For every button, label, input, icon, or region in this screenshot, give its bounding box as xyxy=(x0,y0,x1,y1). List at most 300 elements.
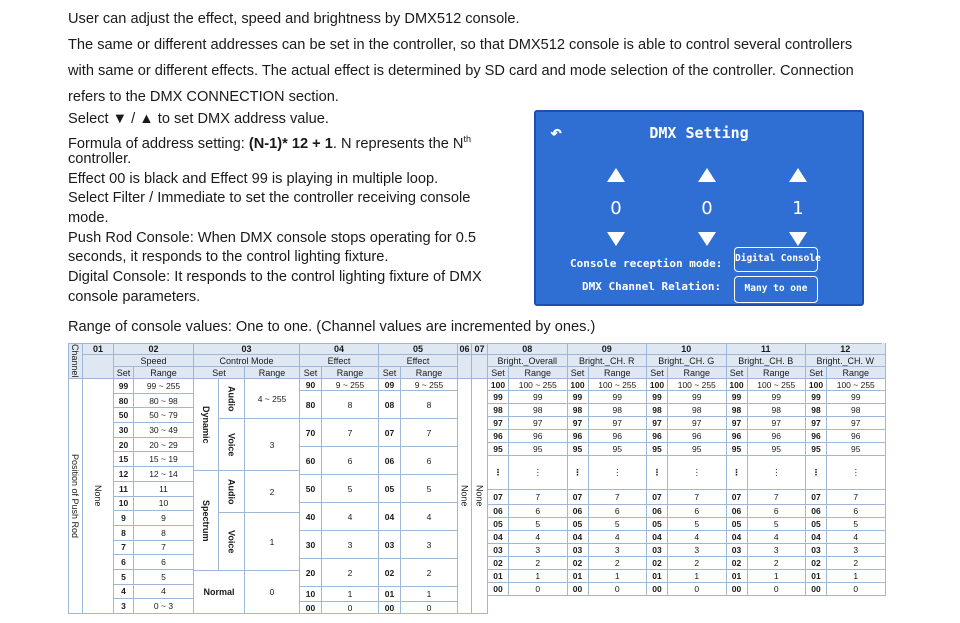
channel-02: 02 xyxy=(114,343,194,355)
bright-range: 0 xyxy=(589,583,648,596)
bright-set: 100 xyxy=(488,379,509,391)
bright-set: 98 xyxy=(647,404,668,417)
bright-range: ⋮ xyxy=(827,456,886,490)
bright-range: 4 xyxy=(589,531,648,544)
bright-range: 4 xyxy=(827,531,886,544)
bright-range: 2 xyxy=(668,557,727,570)
voice-label: Voice xyxy=(219,513,245,571)
effect-set: 70 xyxy=(300,419,322,447)
effect5-range: 7 xyxy=(401,419,458,447)
bright-set: 00 xyxy=(647,583,668,596)
effect5-set: 06 xyxy=(379,447,401,475)
ch07-header xyxy=(472,355,488,379)
intro-line-3: with same or different effects. The actual effect is determined by SD card and mode selection of the controller. Connection xyxy=(68,63,854,79)
bright-range: 100 ~ 255 xyxy=(668,379,727,391)
bright-set: 02 xyxy=(488,557,509,570)
effect5-range: 8 xyxy=(401,391,458,419)
bright-range: 100 ~ 255 xyxy=(509,379,568,391)
bright-set: ⋮ xyxy=(647,456,668,490)
bright-set: 97 xyxy=(488,417,509,430)
speed-set: 10 xyxy=(114,497,134,512)
bright-set: 06 xyxy=(806,505,827,518)
speed-range: 7 xyxy=(134,541,194,556)
bright-set: 95 xyxy=(806,443,827,456)
bright-set: ⋮ xyxy=(488,456,509,490)
bright-set: 98 xyxy=(806,404,827,417)
intro-line-2: The same or different addresses can be set in the controller, so that DMX512 console is able to control several controllers xyxy=(68,37,853,53)
bright-set: 06 xyxy=(568,505,589,518)
down-triangle-icon: ▼ xyxy=(112,111,128,127)
bright-set: 96 xyxy=(727,430,748,443)
normal-label: Normal xyxy=(194,571,245,614)
dynamic-label: Dynamic xyxy=(194,379,219,471)
effect-range: 4 xyxy=(322,503,379,531)
bright-set: 05 xyxy=(488,518,509,531)
bright-range: ⋮ xyxy=(509,456,568,490)
console-value-table xyxy=(68,343,882,614)
bright-range: 2 xyxy=(827,557,886,570)
effect5-set: 05 xyxy=(379,475,401,503)
audio-range: 4 ~ 255 xyxy=(245,379,300,419)
effect-header: Effect xyxy=(379,355,458,367)
speed-set: 3 xyxy=(114,599,134,614)
bright-set: 01 xyxy=(727,570,748,583)
effect5-set: 03 xyxy=(379,531,401,559)
bright-range: 6 xyxy=(668,505,727,518)
bright-set: 98 xyxy=(727,404,748,417)
bright-set: 98 xyxy=(488,404,509,417)
bright-range: 6 xyxy=(748,505,807,518)
effect-header: Effect xyxy=(300,355,379,367)
speed-set: 8 xyxy=(114,526,134,541)
effect5-range: 0 xyxy=(401,602,458,614)
bright-range: 1 xyxy=(589,570,648,583)
bright-range: 99 xyxy=(668,391,727,404)
bright-12-set-header: Set xyxy=(806,367,827,379)
bright-range: 7 xyxy=(589,490,648,505)
channel-01: 01 xyxy=(83,343,114,355)
bright-range: 2 xyxy=(509,557,568,570)
effect-line: Effect 00 is black and Effect 99 is playing in multiple loop. xyxy=(68,171,439,187)
formula-line-2: controller. xyxy=(68,151,132,167)
bright-set: 07 xyxy=(647,490,668,505)
bright-range: 4 xyxy=(668,531,727,544)
ch06-header xyxy=(458,355,472,379)
bright-set: 03 xyxy=(727,544,748,557)
effect5-set: 07 xyxy=(379,419,401,447)
bright-range: ⋮ xyxy=(748,456,807,490)
speed-set: 20 xyxy=(114,438,134,453)
bright-range: 99 xyxy=(509,391,568,404)
effect5-range: 3 xyxy=(401,531,458,559)
channel-8: 08 xyxy=(488,343,568,355)
audio-label: Audio xyxy=(219,379,245,419)
bright-set: 03 xyxy=(647,544,668,557)
bright-range: 0 xyxy=(668,583,727,596)
effect4-range-header: Range xyxy=(322,367,379,379)
speed-range: 30 ~ 49 xyxy=(134,423,194,438)
speed-set: 4 xyxy=(114,585,134,600)
bright-range: 98 xyxy=(589,404,648,417)
bright-10-range-header: Range xyxy=(668,367,727,379)
bright-set: ⋮ xyxy=(806,456,827,490)
speed-set: 50 xyxy=(114,408,134,423)
effect5-set: 01 xyxy=(379,587,401,602)
bright-range: 95 xyxy=(827,443,886,456)
bright-set: 95 xyxy=(488,443,509,456)
bright-range: 3 xyxy=(748,544,807,557)
effect-set: 90 xyxy=(300,379,322,391)
speed-range: 11 xyxy=(134,482,194,497)
bright-range: 95 xyxy=(509,443,568,456)
bright-range: 7 xyxy=(827,490,886,505)
speed-range: 80 ~ 98 xyxy=(134,394,194,409)
effect-set: 80 xyxy=(300,391,322,419)
address-digit-3: 1 xyxy=(792,198,804,219)
bright-range: 97 xyxy=(748,417,807,430)
bright-set: 02 xyxy=(568,557,589,570)
effect-set: 30 xyxy=(300,531,322,559)
brightness-header: Bright._CH. B xyxy=(727,355,807,367)
effect5-range: 5 xyxy=(401,475,458,503)
audio-label: Audio xyxy=(219,471,245,513)
bright-range: 2 xyxy=(748,557,807,570)
control-set-header: Set xyxy=(194,367,245,379)
bright-range: 5 xyxy=(668,518,727,531)
bright-set: 03 xyxy=(568,544,589,557)
effect5-set-header: Set xyxy=(379,367,401,379)
brightness-header: Bright._CH. W xyxy=(806,355,886,367)
bright-9-range-header: Range xyxy=(589,367,648,379)
bright-set: 100 xyxy=(727,379,748,391)
effect5-range-header: Range xyxy=(401,367,458,379)
address-digit-2: 0 xyxy=(701,198,713,219)
bright-range: 5 xyxy=(748,518,807,531)
channel-10: 10 xyxy=(647,343,727,355)
effect5-set: 04 xyxy=(379,503,401,531)
digit-1-down-icon[interactable] xyxy=(607,232,625,246)
bright-range: 100 ~ 255 xyxy=(589,379,648,391)
effect-set: 50 xyxy=(300,475,322,503)
bright-range: 7 xyxy=(748,490,807,505)
select-instruction: Select ▼ / ▲ to set DMX address value. xyxy=(68,111,329,127)
bright-set: 03 xyxy=(806,544,827,557)
bright-set: 03 xyxy=(488,544,509,557)
normal-set: 0 xyxy=(245,571,300,614)
bright-range: 99 xyxy=(827,391,886,404)
bright-set: 02 xyxy=(647,557,668,570)
voice-set: 3 xyxy=(245,419,300,471)
bright-range: 4 xyxy=(509,531,568,544)
digit-3-down-icon[interactable] xyxy=(789,232,807,246)
bright-set: 97 xyxy=(647,417,668,430)
effect-set: 60 xyxy=(300,447,322,475)
effect5-range: 6 xyxy=(401,447,458,475)
none-label: None xyxy=(472,379,488,614)
bright-range: 1 xyxy=(509,570,568,583)
digit-3-up-icon[interactable] xyxy=(789,168,807,182)
bright-range: 3 xyxy=(827,544,886,557)
bright-set: 05 xyxy=(647,518,668,531)
bright-set: 96 xyxy=(488,430,509,443)
bright-set: 95 xyxy=(647,443,668,456)
speed-set: 7 xyxy=(114,541,134,556)
dmx-setting-panel xyxy=(534,110,864,306)
brightness-header: Bright._CH. G xyxy=(647,355,727,367)
bright-range: 98 xyxy=(748,404,807,417)
bright-set: ⋮ xyxy=(727,456,748,490)
reception-mode-button[interactable]: Digital Console xyxy=(734,247,818,272)
channel-06: 06 xyxy=(458,343,472,355)
bright-range: 97 xyxy=(509,417,568,430)
up-triangle-icon: ▲ xyxy=(139,111,154,127)
effect5-set: 09 xyxy=(379,379,401,391)
bright-set: 100 xyxy=(568,379,589,391)
bright-range: 7 xyxy=(668,490,727,505)
speed-range: 4 xyxy=(134,585,194,600)
channel-04: 04 xyxy=(300,343,379,355)
bright-set: ⋮ xyxy=(568,456,589,490)
bright-set: 98 xyxy=(568,404,589,417)
bright-11-range-header: Range xyxy=(748,367,807,379)
bright-set: 04 xyxy=(568,531,589,544)
bright-range: 0 xyxy=(509,583,568,596)
speed-range: 0 ~ 3 xyxy=(134,599,194,614)
effect-range: 3 xyxy=(322,531,379,559)
bright-range: 5 xyxy=(827,518,886,531)
speed-range: 8 xyxy=(134,526,194,541)
bright-set: 02 xyxy=(806,557,827,570)
bright-range: 97 xyxy=(589,417,648,430)
bright-set: 97 xyxy=(568,417,589,430)
speed-range: 6 xyxy=(134,555,194,570)
range-line: Range of console values: One to one. (Channel values are incremented by ones.) xyxy=(68,319,596,335)
bright-range: 0 xyxy=(748,583,807,596)
none-label: None xyxy=(83,379,114,614)
bright-set: 01 xyxy=(568,570,589,583)
filter-line-1: Select Filter / Immediate to set the controller receiving console xyxy=(68,190,471,206)
channel-relation-label: DMX Channel Relation: xyxy=(582,280,722,293)
bright-range: 95 xyxy=(748,443,807,456)
channel-11: 11 xyxy=(727,343,807,355)
channel-03: 03 xyxy=(194,343,300,355)
reception-mode-label: Console reception mode: xyxy=(570,257,723,270)
bright-set: 07 xyxy=(727,490,748,505)
effect4-set-header: Set xyxy=(300,367,322,379)
speed-header: Speed xyxy=(114,355,194,367)
effect5-range: 4 xyxy=(401,503,458,531)
bright-range: 6 xyxy=(509,505,568,518)
bright-set: 99 xyxy=(727,391,748,404)
pushrod-line-1: Push Rod Console: When DMX console stops operating for 0.5 xyxy=(68,230,477,246)
effect-range: 7 xyxy=(322,419,379,447)
audio-set: 2 xyxy=(245,471,300,513)
speed-set: 15 xyxy=(114,452,134,467)
bright-set: 99 xyxy=(647,391,668,404)
intro-line-1: User can adjust the effect, speed and brightness by DMX512 console. xyxy=(68,11,520,27)
speed-set: 80 xyxy=(114,394,134,409)
brightness-header: Bright._CH. R xyxy=(568,355,648,367)
bright-set: 06 xyxy=(727,505,748,518)
channel-label: Channel xyxy=(68,343,83,379)
digital-line-2: console parameters. xyxy=(68,289,201,305)
bright-range: 5 xyxy=(589,518,648,531)
bright-range: ⋮ xyxy=(589,456,648,490)
effect-range: 0 xyxy=(322,602,379,614)
bright-range: 96 xyxy=(668,430,727,443)
bright-set: 06 xyxy=(647,505,668,518)
bright-set: 96 xyxy=(647,430,668,443)
speed-range: 99 ~ 255 xyxy=(134,379,194,394)
bright-set: 06 xyxy=(488,505,509,518)
position-label: Position of Push Rod xyxy=(68,379,83,614)
bright-range: 96 xyxy=(827,430,886,443)
speed-set: 11 xyxy=(114,482,134,497)
bright-set: 95 xyxy=(568,443,589,456)
bright-range: 5 xyxy=(509,518,568,531)
effect5-range: 2 xyxy=(401,559,458,587)
panel-title: DMX Setting xyxy=(649,124,749,142)
bright-range: ⋮ xyxy=(668,456,727,490)
effect-range: 9 ~ 255 xyxy=(322,379,379,391)
speed-range: 5 xyxy=(134,570,194,585)
formula-line: Formula of address setting: (N-1)* 12 + 1. N represents the $N^{th}$ xyxy=(68,134,471,152)
bright-set: 04 xyxy=(488,531,509,544)
ch01-header xyxy=(83,355,114,379)
channel-9: 09 xyxy=(568,343,648,355)
speed-set: 9 xyxy=(114,511,134,526)
digit-2-down-icon[interactable] xyxy=(698,232,716,246)
bright-range: 96 xyxy=(748,430,807,443)
bright-set: 96 xyxy=(806,430,827,443)
control-range-header: Range xyxy=(245,367,300,379)
speed-range: 15 ~ 19 xyxy=(134,452,194,467)
back-icon[interactable]: ↶ xyxy=(550,120,563,144)
brightness-header: Bright._Overall xyxy=(488,355,568,367)
bright-range: 1 xyxy=(668,570,727,583)
speed-range: 20 ~ 29 xyxy=(134,438,194,453)
bright-8-set-header: Set xyxy=(488,367,509,379)
bright-set: 01 xyxy=(806,570,827,583)
channel-07: 07 xyxy=(472,343,488,355)
bright-set: 99 xyxy=(806,391,827,404)
bright-range: 3 xyxy=(509,544,568,557)
effect5-range: 9 ~ 255 xyxy=(401,379,458,391)
bright-set: 00 xyxy=(488,583,509,596)
control-mode-header: Control Mode xyxy=(194,355,300,367)
bright-range: 97 xyxy=(668,417,727,430)
bright-set: 04 xyxy=(647,531,668,544)
bright-12-range-header: Range xyxy=(827,367,886,379)
effect-range: 1 xyxy=(322,587,379,602)
bright-set: 05 xyxy=(806,518,827,531)
none-label: None xyxy=(458,379,472,614)
channel-12: 12 xyxy=(806,343,886,355)
effect-set: 10 xyxy=(300,587,322,602)
bright-set: 99 xyxy=(568,391,589,404)
bright-set: 00 xyxy=(806,583,827,596)
effect5-set: 08 xyxy=(379,391,401,419)
bright-set: 97 xyxy=(806,417,827,430)
bright-set: 07 xyxy=(568,490,589,505)
bright-range: 95 xyxy=(589,443,648,456)
bright-set: 97 xyxy=(727,417,748,430)
bright-11-set-header: Set xyxy=(727,367,748,379)
effect-range: 5 xyxy=(322,475,379,503)
bright-set: 99 xyxy=(488,391,509,404)
bright-range: 98 xyxy=(827,404,886,417)
effect-set: 40 xyxy=(300,503,322,531)
bright-range: 6 xyxy=(827,505,886,518)
effect-range: 8 xyxy=(322,391,379,419)
channel-05: 05 xyxy=(379,343,458,355)
effect-set: 00 xyxy=(300,602,322,614)
bright-9-set-header: Set xyxy=(568,367,589,379)
bright-range: 98 xyxy=(509,404,568,417)
bright-set: 05 xyxy=(568,518,589,531)
bright-10-set-header: Set xyxy=(647,367,668,379)
speed-set-header: Set xyxy=(114,367,134,379)
speed-range-header: Range xyxy=(134,367,194,379)
speed-set: 6 xyxy=(114,555,134,570)
bright-range: 4 xyxy=(748,531,807,544)
bright-range: 0 xyxy=(827,583,886,596)
bright-range: 97 xyxy=(827,417,886,430)
speed-set: 12 xyxy=(114,467,134,482)
speed-set: 5 xyxy=(114,570,134,585)
effect-range: 2 xyxy=(322,559,379,587)
speed-range: 9 xyxy=(134,511,194,526)
bright-range: 1 xyxy=(748,570,807,583)
bright-range: 2 xyxy=(589,557,648,570)
effect5-set: 00 xyxy=(379,602,401,614)
bright-range: 3 xyxy=(668,544,727,557)
bright-range: 99 xyxy=(589,391,648,404)
address-digit-1: 0 xyxy=(610,198,622,219)
digital-line-1: Digital Console: It responds to the control lighting fixture of DMX xyxy=(68,269,482,285)
bright-set: 100 xyxy=(806,379,827,391)
digit-1-up-icon[interactable] xyxy=(607,168,625,182)
bright-set: 01 xyxy=(488,570,509,583)
effect-range: 6 xyxy=(322,447,379,475)
bright-range: 96 xyxy=(589,430,648,443)
bright-range: 95 xyxy=(668,443,727,456)
bright-set: 00 xyxy=(568,583,589,596)
bright-set: 00 xyxy=(727,583,748,596)
bright-8-range-header: Range xyxy=(509,367,568,379)
bright-range: 1 xyxy=(827,570,886,583)
speed-range: 50 ~ 79 xyxy=(134,408,194,423)
bright-set: 02 xyxy=(727,557,748,570)
digit-2-up-icon[interactable] xyxy=(698,168,716,182)
intro-line-4: refers to the DMX CONNECTION section. xyxy=(68,89,339,105)
bright-set: 04 xyxy=(806,531,827,544)
channel-relation-button[interactable]: Many to one xyxy=(734,276,818,303)
bright-set: 07 xyxy=(488,490,509,505)
bright-set: 01 xyxy=(647,570,668,583)
speed-set: 99 xyxy=(114,379,134,394)
bright-set: 96 xyxy=(568,430,589,443)
voice-set: 1 xyxy=(245,513,300,571)
bright-range: 3 xyxy=(589,544,648,557)
bright-set: 05 xyxy=(727,518,748,531)
bright-range: 7 xyxy=(509,490,568,505)
speed-set: 30 xyxy=(114,423,134,438)
filter-line-2: mode. xyxy=(68,210,109,226)
spectrum-label: Spectrum xyxy=(194,471,219,571)
pushrod-line-2: seconds, it responds to the control lighting fixture. xyxy=(68,249,389,265)
effect5-set: 02 xyxy=(379,559,401,587)
